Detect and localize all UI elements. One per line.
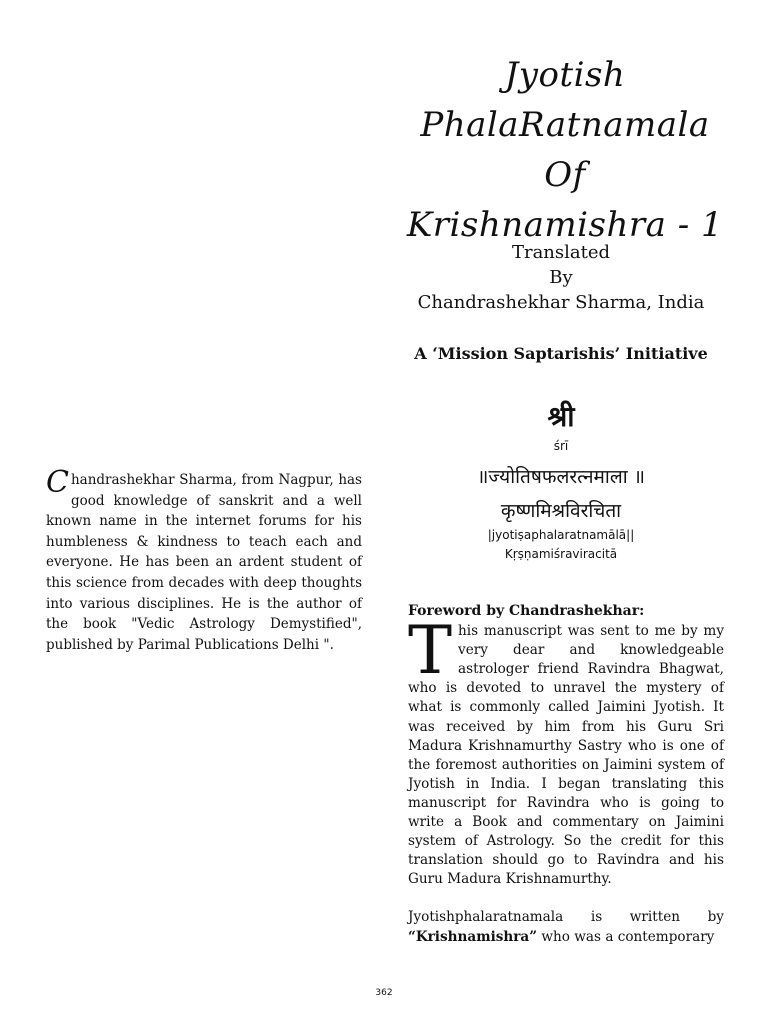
by-label: By xyxy=(549,267,573,288)
translated-label: Translated xyxy=(511,242,611,263)
foreword-paragraph-2-end: who was a contemporary xyxy=(541,928,715,945)
title-line-4: Krishnamishra - 1 xyxy=(406,205,724,245)
translator-credit xyxy=(400,240,722,315)
author-bio xyxy=(46,465,362,655)
foreword-paragraph-2 xyxy=(408,908,724,946)
sanskrit-subtitle: कृष्णमिश्रविरचिता xyxy=(500,500,622,522)
bio-text: handrashekhar Sharma, from Nagpur, has good knowledge of sanskrit and a well known name in the internet forums for his humbleness & kindness to teach each and everyone. He has been an ardent student of this science from decades with deep thoughts into various disciplines. He is the author of the book "Vedic Astrology Demystified", published by Parimal Publications Delhi ". xyxy=(46,472,362,653)
foreword-drop-cap: T xyxy=(408,612,453,690)
title-line-2: PhalaRatnamala xyxy=(420,105,710,145)
transliteration-line-2: Kṛṣṇamiśraviracitā xyxy=(504,547,618,561)
foreword-paragraph-2-start: Jyotishphalaratnamala is written by xyxy=(408,909,724,926)
shri-heading: श्री xyxy=(547,400,575,433)
author-name-bold: “Krishnamishra” xyxy=(408,928,538,945)
title-line-3: Of xyxy=(544,155,586,195)
initiative-line: A ‘Mission Saptarishis’ Initiative xyxy=(414,344,708,363)
sanskrit-title-block xyxy=(400,398,722,564)
foreword-section xyxy=(408,602,724,947)
page-number: 362 xyxy=(375,988,393,998)
foreword-paragraph-1-text: his manuscript was sent to me by my very dear and knowledgeable astrologer friend Ravindra Bhagwat, who is devoted to unravel the mystery of what is commonly called Jaimini Jyotish. It was received by him from his Guru Sri Madura Krishnamurthy Sastry who is one of the foremost authorities on Jaimini system of Jyotish in India. I began translating this manuscript for Ravindra who is going to write a Book and commentary on Jaimini system of Astrology. So the credit for this translation should go to Ravindra and his Guru Madura Krishnamurthy. xyxy=(408,623,724,888)
title-line-1: Jyotish xyxy=(504,55,626,95)
shri-transliteration: śrī xyxy=(553,439,569,453)
document-title xyxy=(400,50,730,250)
foreword-heading: Foreword by Chandrashekhar: xyxy=(408,603,645,619)
bio-drop-cap: C xyxy=(46,465,69,500)
transliteration-line-1: |jyotiṣaphalaratnamālā|| xyxy=(487,528,635,542)
foreword-paragraph-1 xyxy=(408,612,724,889)
sanskrit-title: ॥ज्योतिषफलरत्नमाला ॥ xyxy=(476,466,646,488)
translator-name: Chandrashekhar Sharma, India xyxy=(417,292,705,313)
